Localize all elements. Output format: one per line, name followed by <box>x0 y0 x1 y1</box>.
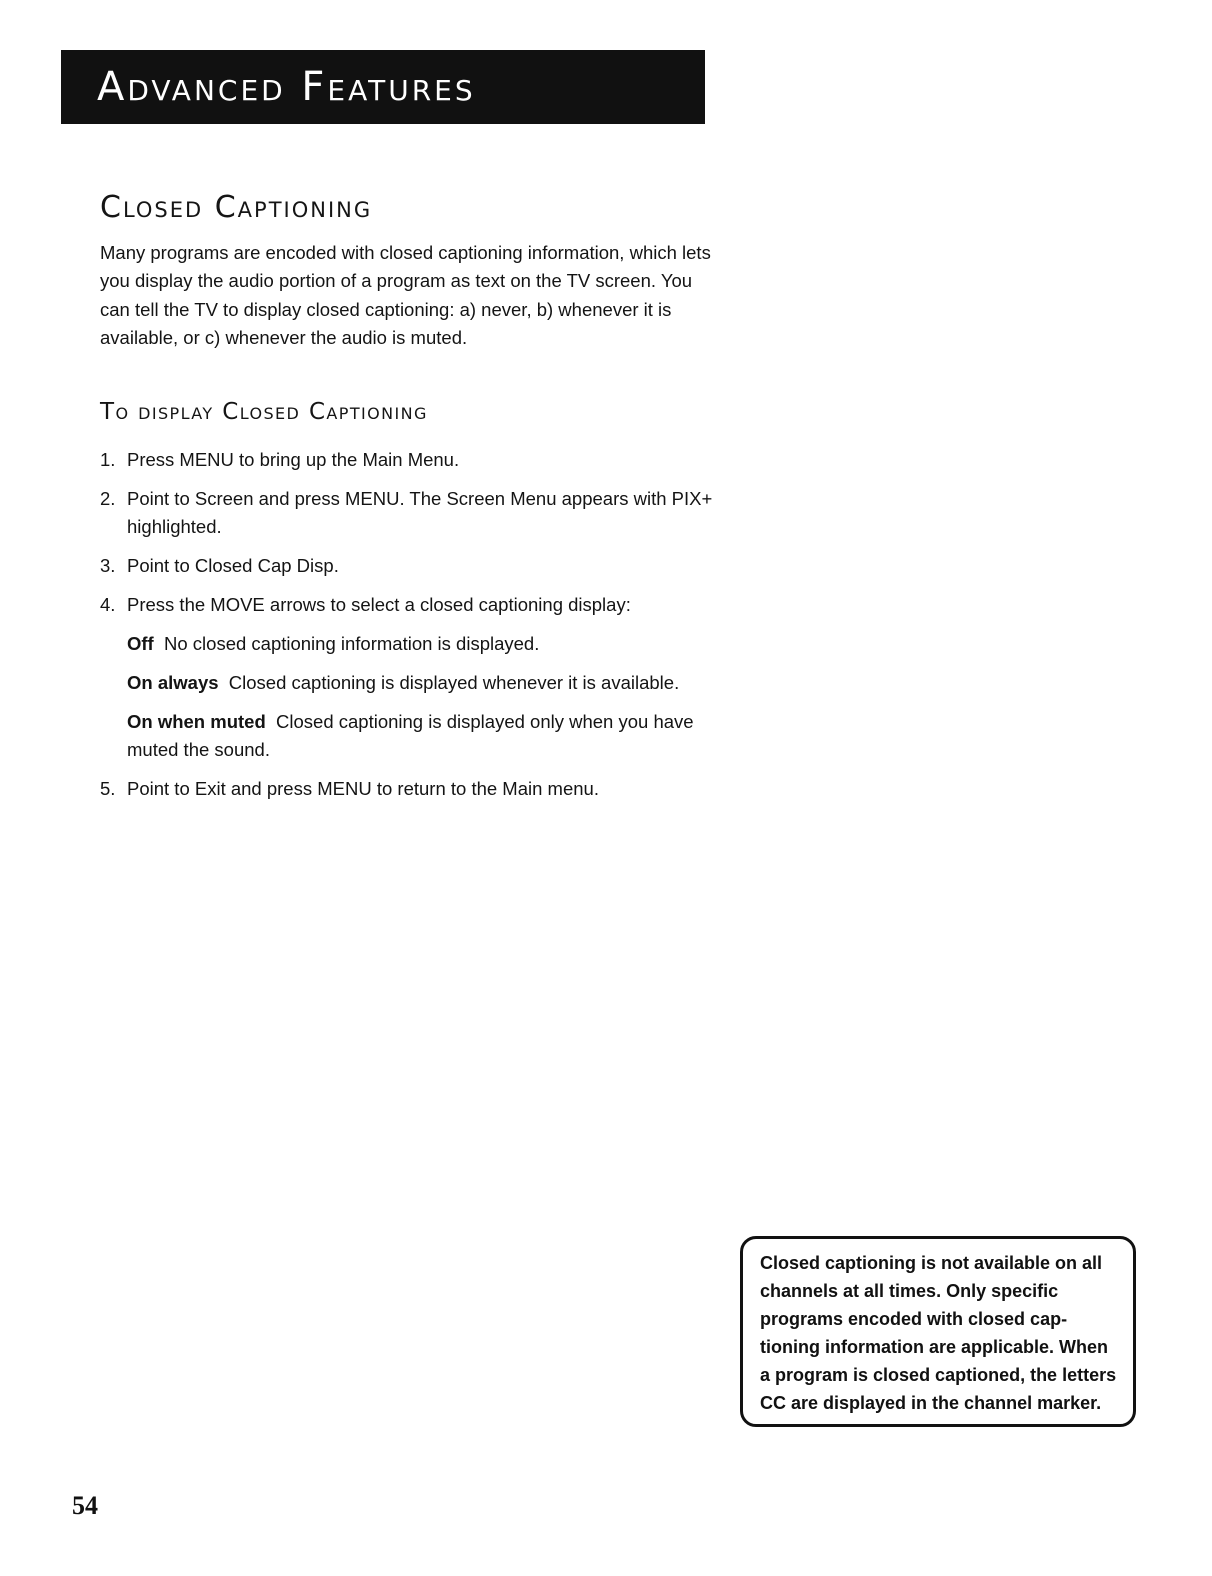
option-name: Off <box>127 633 154 655</box>
step-item <box>100 775 720 803</box>
page-number: 54 <box>72 1491 98 1520</box>
option-description: No closed captioning information is displayed. <box>164 633 540 655</box>
option-name: On when muted <box>127 710 266 732</box>
to-display-heading: To display Closed Captioning <box>100 399 428 425</box>
closed-captioning-heading: Closed Captioning <box>100 190 373 225</box>
option-on-when-muted <box>127 708 720 765</box>
step-number: 1. <box>100 449 116 470</box>
step-item <box>100 552 720 580</box>
steps-list <box>100 446 720 814</box>
step-text: Point to Screen and press MENU. The Screen Menu appears with PIX+ highlighted. <box>127 487 713 538</box>
step-text: Press the MOVE arrows to select a closed captioning display: <box>127 594 631 616</box>
option-off <box>127 630 720 658</box>
step-item <box>100 591 720 765</box>
step-number: 5. <box>100 778 116 800</box>
step-number: 2. <box>100 487 116 509</box>
step-number: 3. <box>100 555 116 577</box>
section-header-title: Advanced Features <box>97 64 476 110</box>
closed-captioning-intro: Many programs are encoded with closed captioning information, which lets you display the audio portion of a program as text on the TV screen. You can tell the TV to display closed captioning: a) never, b) whenever it is available, or c) whenever the audio is muted. <box>100 242 711 349</box>
option-on-always <box>127 669 720 697</box>
note-box <box>740 1236 1136 1427</box>
section-header-bar <box>61 50 705 124</box>
step-item <box>100 446 720 474</box>
option-description: Closed captioning is displayed only when you have muted the sound. <box>127 710 694 761</box>
step-text: Press MENU to bring up the Main Menu. <box>127 449 460 470</box>
step-text: Point to Exit and press MENU to return to the Main menu. <box>127 778 599 800</box>
step-item <box>100 485 720 542</box>
step-number: 4. <box>100 594 116 616</box>
step-text: Point to Closed Cap Disp. <box>127 555 339 577</box>
option-description: Closed captioning is displayed whenever it is available. <box>228 671 680 693</box>
note-text: Closed captioning is not available on all channels at all times. Only specific programs encoded with closed captioning information are applicable. When a program is closed captioned, the letters CC are displayed in the channel marker. <box>760 1253 1117 1413</box>
option-name: On always <box>127 671 219 693</box>
